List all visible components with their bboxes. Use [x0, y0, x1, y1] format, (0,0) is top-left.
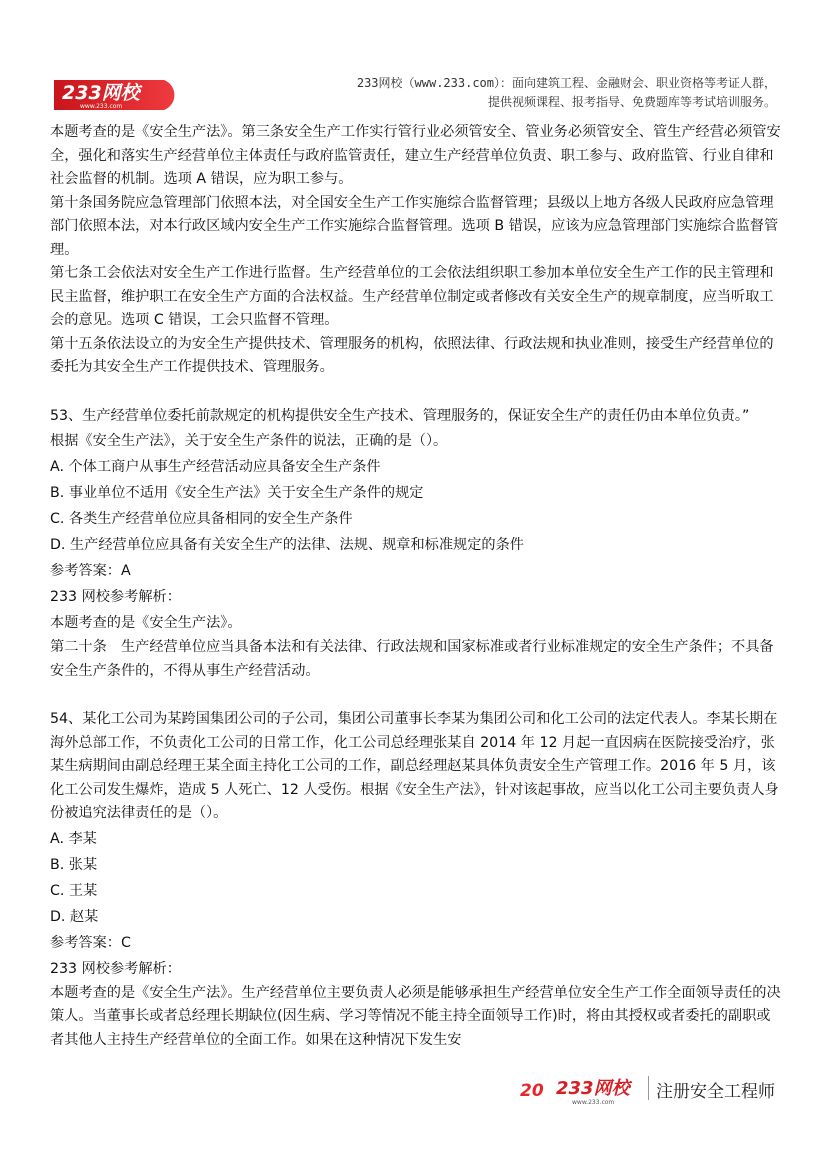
- q54-stem: 54、某化工公司为某跨国集团公司的子公司，集团公司董事长李某为集团公司和化工公司的法定代表人。李某长期在海外总部工作，不负责化工公司的日常工作，化工公司总经理张某自 2014 年 12 月起一直因病在医院接受治疗，张某生病期间由副总经理王某全面主持化工公司的工作，副总经理赵某具体负责安全生产管理工作。2016 年 5 月，该化工公司发生爆炸，造成 5 人死亡、12 人受伤。根据《安全生产法》，针对该起事故，应当以化工公司主要负责人身份被追究法律责任的是（）。: [50, 711, 779, 821]
- spacer: [50, 380, 782, 405]
- q54-option-c: C. 王某: [50, 882, 98, 899]
- footer-divider: [648, 1076, 649, 1100]
- q53-analysis-title: 233 网校参考解析：: [50, 589, 181, 605]
- intro-paragraph-4: 第十五条依法设立的为安全生产提供技术、管理服务的机构，依照法律、行政法规和执业准则，接受生产经营单位的委托为其安全生产工作提供技术、管理服务。: [50, 335, 774, 375]
- q53-context: 53、生产经营单位委托前款规定的机构提供安全生产技术、管理服务的，保证安全生产的责任仍由本单位负责。”: [50, 407, 750, 424]
- header-line-1: 233网校（www.233.com）：面向建筑工程、金融财会、职业资格等考证人群，: [356, 76, 776, 90]
- footer-title: 注册安全工程师: [656, 1082, 775, 1102]
- q54-option-b: B. 张某: [50, 856, 98, 873]
- page-footer: [520, 1072, 790, 1106]
- q53-option-c: C. 各类生产经营单位应具备相同的安全生产条件: [50, 511, 353, 527]
- spacer: [50, 683, 782, 708]
- q54-option-d: D. 赵某: [50, 908, 99, 925]
- q53-option-b: B. 事业单位不适用《安全生产法》关于安全生产条件的规定: [50, 485, 424, 501]
- footer-logo: [520, 1072, 648, 1106]
- document-body: [50, 121, 782, 1052]
- brand-logo: [52, 76, 184, 112]
- logo-text: 233网校: [62, 82, 140, 104]
- q53-stem: 根据《安全生产法》，关于安全生产条件的说法，正确的是（）。: [50, 433, 448, 449]
- logo-sub: www.233.com: [80, 103, 123, 110]
- q54-analysis-title: 233 网校参考解析：: [50, 960, 181, 977]
- footer-year: 20: [520, 1081, 544, 1101]
- header-slogan: [357, 74, 776, 112]
- q53-analysis-1: 本题考查的是《安全生产法》。: [50, 615, 242, 631]
- q53-analysis-2: 第二十条 生产经营单位应当具备本法和有关法律、行政法规和国家标准或者行业标准规定的安全生产条件；不具备安全生产条件的，不得从事生产经营活动。: [50, 639, 774, 679]
- intro-paragraph-3: 第七条工会依法对安全生产工作进行监督。生产经营单位的工会依法组织职工参加本单位安全生产工作的民主管理和民主监督，维护职工在安全生产方面的合法权益。生产经营单位制定或者修改有关安全生产的规章制度，应当听取工会的意见。选项 C 错误，工会只监督不管理。: [50, 265, 774, 328]
- q54-answer: 参考答案：C: [50, 934, 131, 951]
- q53-option-a: A. 个体工商户从事生产经营活动应具备安全生产条件: [50, 459, 381, 475]
- q53-answer: 参考答案：A: [50, 563, 131, 579]
- intro-paragraph-2: 第十条国务院应急管理部门依照本法，对全国安全生产工作实施综合监督管理；县级以上地方各级人民政府应急管理部门依照本法，对本行政区域内安全生产工作实施综合监督管理。选项 B 错误，应该为应急管理部门实施综合监督管理。: [50, 194, 779, 258]
- intro-paragraph-1: 本题考查的是《安全生产法》。第三条安全生产工作实行管行业必须管安全、管业务必须管安全、管生产经营必须管安全，强化和落实生产经营单位主体责任与政府监管责任，建立生产经营单位负责、职工参与、政府监管、行业自律和社会监督的机制。选项 A 错误，应为职工参与。: [50, 124, 781, 187]
- header-line-2: 提供视频课程、报考指导、免费题库等考试培训服务。: [487, 95, 776, 109]
- footer-logo-sub: www.233.com: [572, 1099, 615, 1106]
- q53-option-d: D. 生产经营单位应具备有关安全生产的法律、法规、规章和标准规定的条件: [50, 537, 524, 553]
- q54-option-a: A. 李某: [50, 830, 97, 847]
- footer-logo-text: 233网校: [556, 1078, 630, 1099]
- page-header: [0, 66, 830, 118]
- q54-analysis-1: 本题考查的是《安全生产法》。生产经营单位主要负责人必须是能够承担生产经营单位安全生产工作全面领导责任的决策人。当董事长或者总经理长期缺位(因生病、学习等情况不能主持全面领导工作)时，将由其授权或者委托的副职或者其他人主持生产经营单位的全面工作。如果在这种情况下发生安: [50, 984, 781, 1048]
